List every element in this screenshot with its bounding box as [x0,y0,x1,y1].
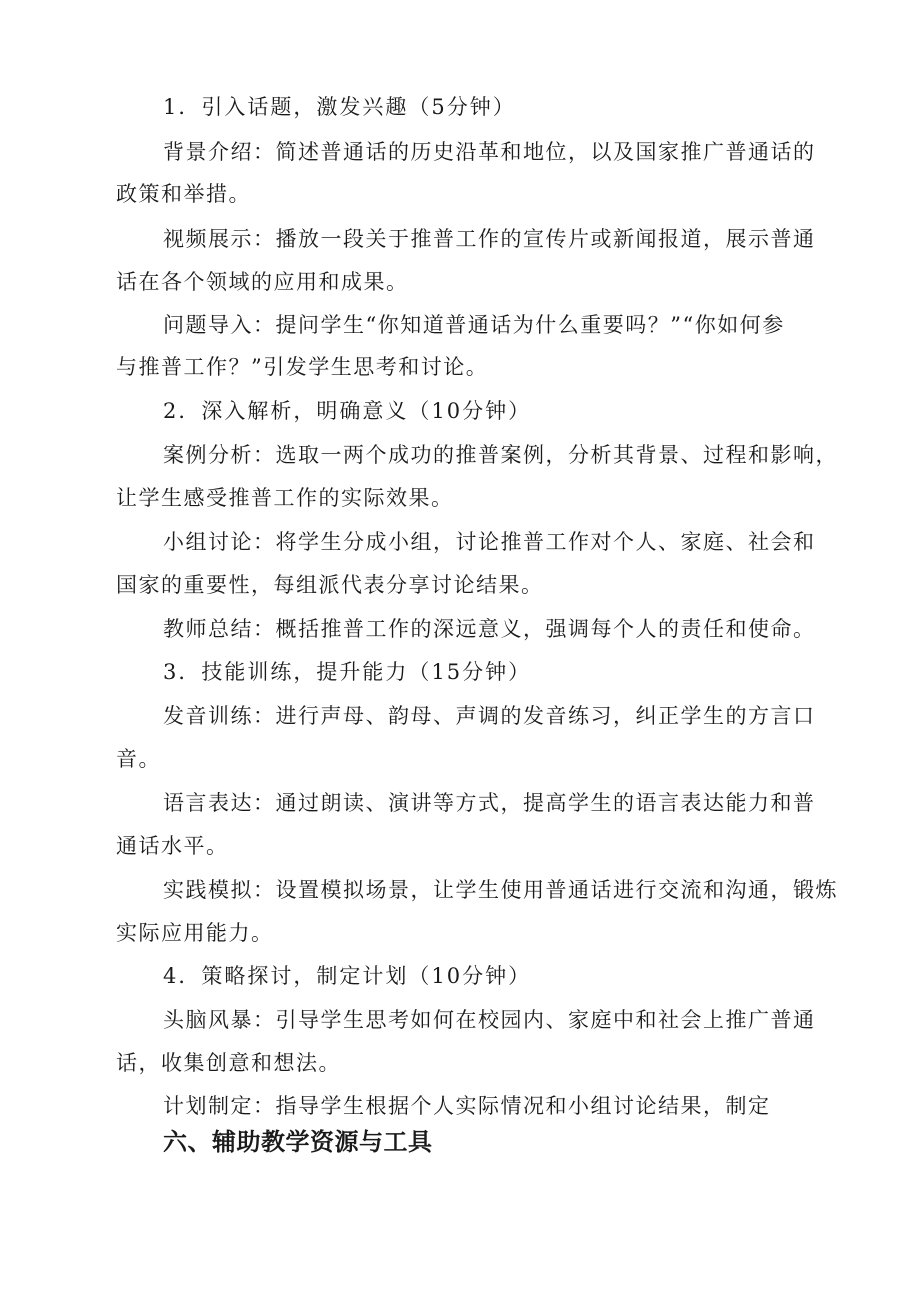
paragraph-line: 音。 [116,747,161,771]
paragraph-line: 国家的重要性，每组派代表分享讨论结果。 [116,573,544,597]
paragraph-line: 通话水平。 [116,834,229,858]
step-3-heading: 3．技能训练，提升能力（15分钟） [163,660,532,684]
paragraph-line: 政策和举措。 [116,182,251,206]
paragraph-line: 计划制定：指导学生根据个人实际情况和小组讨论结果，制定 [163,1094,771,1118]
paragraph-line: 案例分析：选取一两个成功的推普案例，分析其背景、过程和影响， [163,443,838,467]
paragraph-line: 话在各个领域的应用和成果。 [116,270,409,294]
paragraph-line: 问题导入：提问学生“你知道普通话为什么重要吗？”“你如何参 [163,313,785,337]
paragraph-line: 发音训练：进行声母、韵母、声调的发音练习，纠正学生的方言口 [163,704,816,728]
paragraph-line: 教师总结：概括推普工作的深远意义，强调每个人的责任和使命。 [163,617,816,641]
paragraph-line: 头脑风暴：引导学生思考如何在校园内、家庭中和社会上推广普通 [163,1008,816,1032]
paragraph-line: 背景介绍：简述普通话的历史沿革和地位，以及国家推广普通话的 [163,140,816,164]
step-1-heading: 1．引入话题，激发兴趣（5分钟） [163,95,516,119]
paragraph-line: 实践模拟：设置模拟场景，让学生使用普通话进行交流和沟通，锻炼 [163,878,838,902]
paragraph-line: 语言表达：通过朗读、演讲等方式，提高学生的语言表达能力和普 [163,791,816,815]
paragraph-line: 实际应用能力。 [116,921,274,945]
paragraph-line: 视频展示：播放一段关于推普工作的宣传片或新闻报道，展示普通 [163,227,816,251]
step-4-heading: 4．策略探讨，制定计划（10分钟） [163,964,532,988]
paragraph-line: 话，收集创意和想法。 [116,1051,341,1075]
section-heading: 六、辅助教学资源与工具 [163,1128,433,1156]
paragraph-line: 与推普工作？”引发学生思考和讨论。 [116,355,489,379]
paragraph-line: 小组讨论：将学生分成小组，讨论推普工作对个人、家庭、社会和 [163,530,816,554]
paragraph-line: 让学生感受推普工作的实际效果。 [116,486,454,510]
step-2-heading: 2．深入解析，明确意义（10分钟） [163,399,532,423]
